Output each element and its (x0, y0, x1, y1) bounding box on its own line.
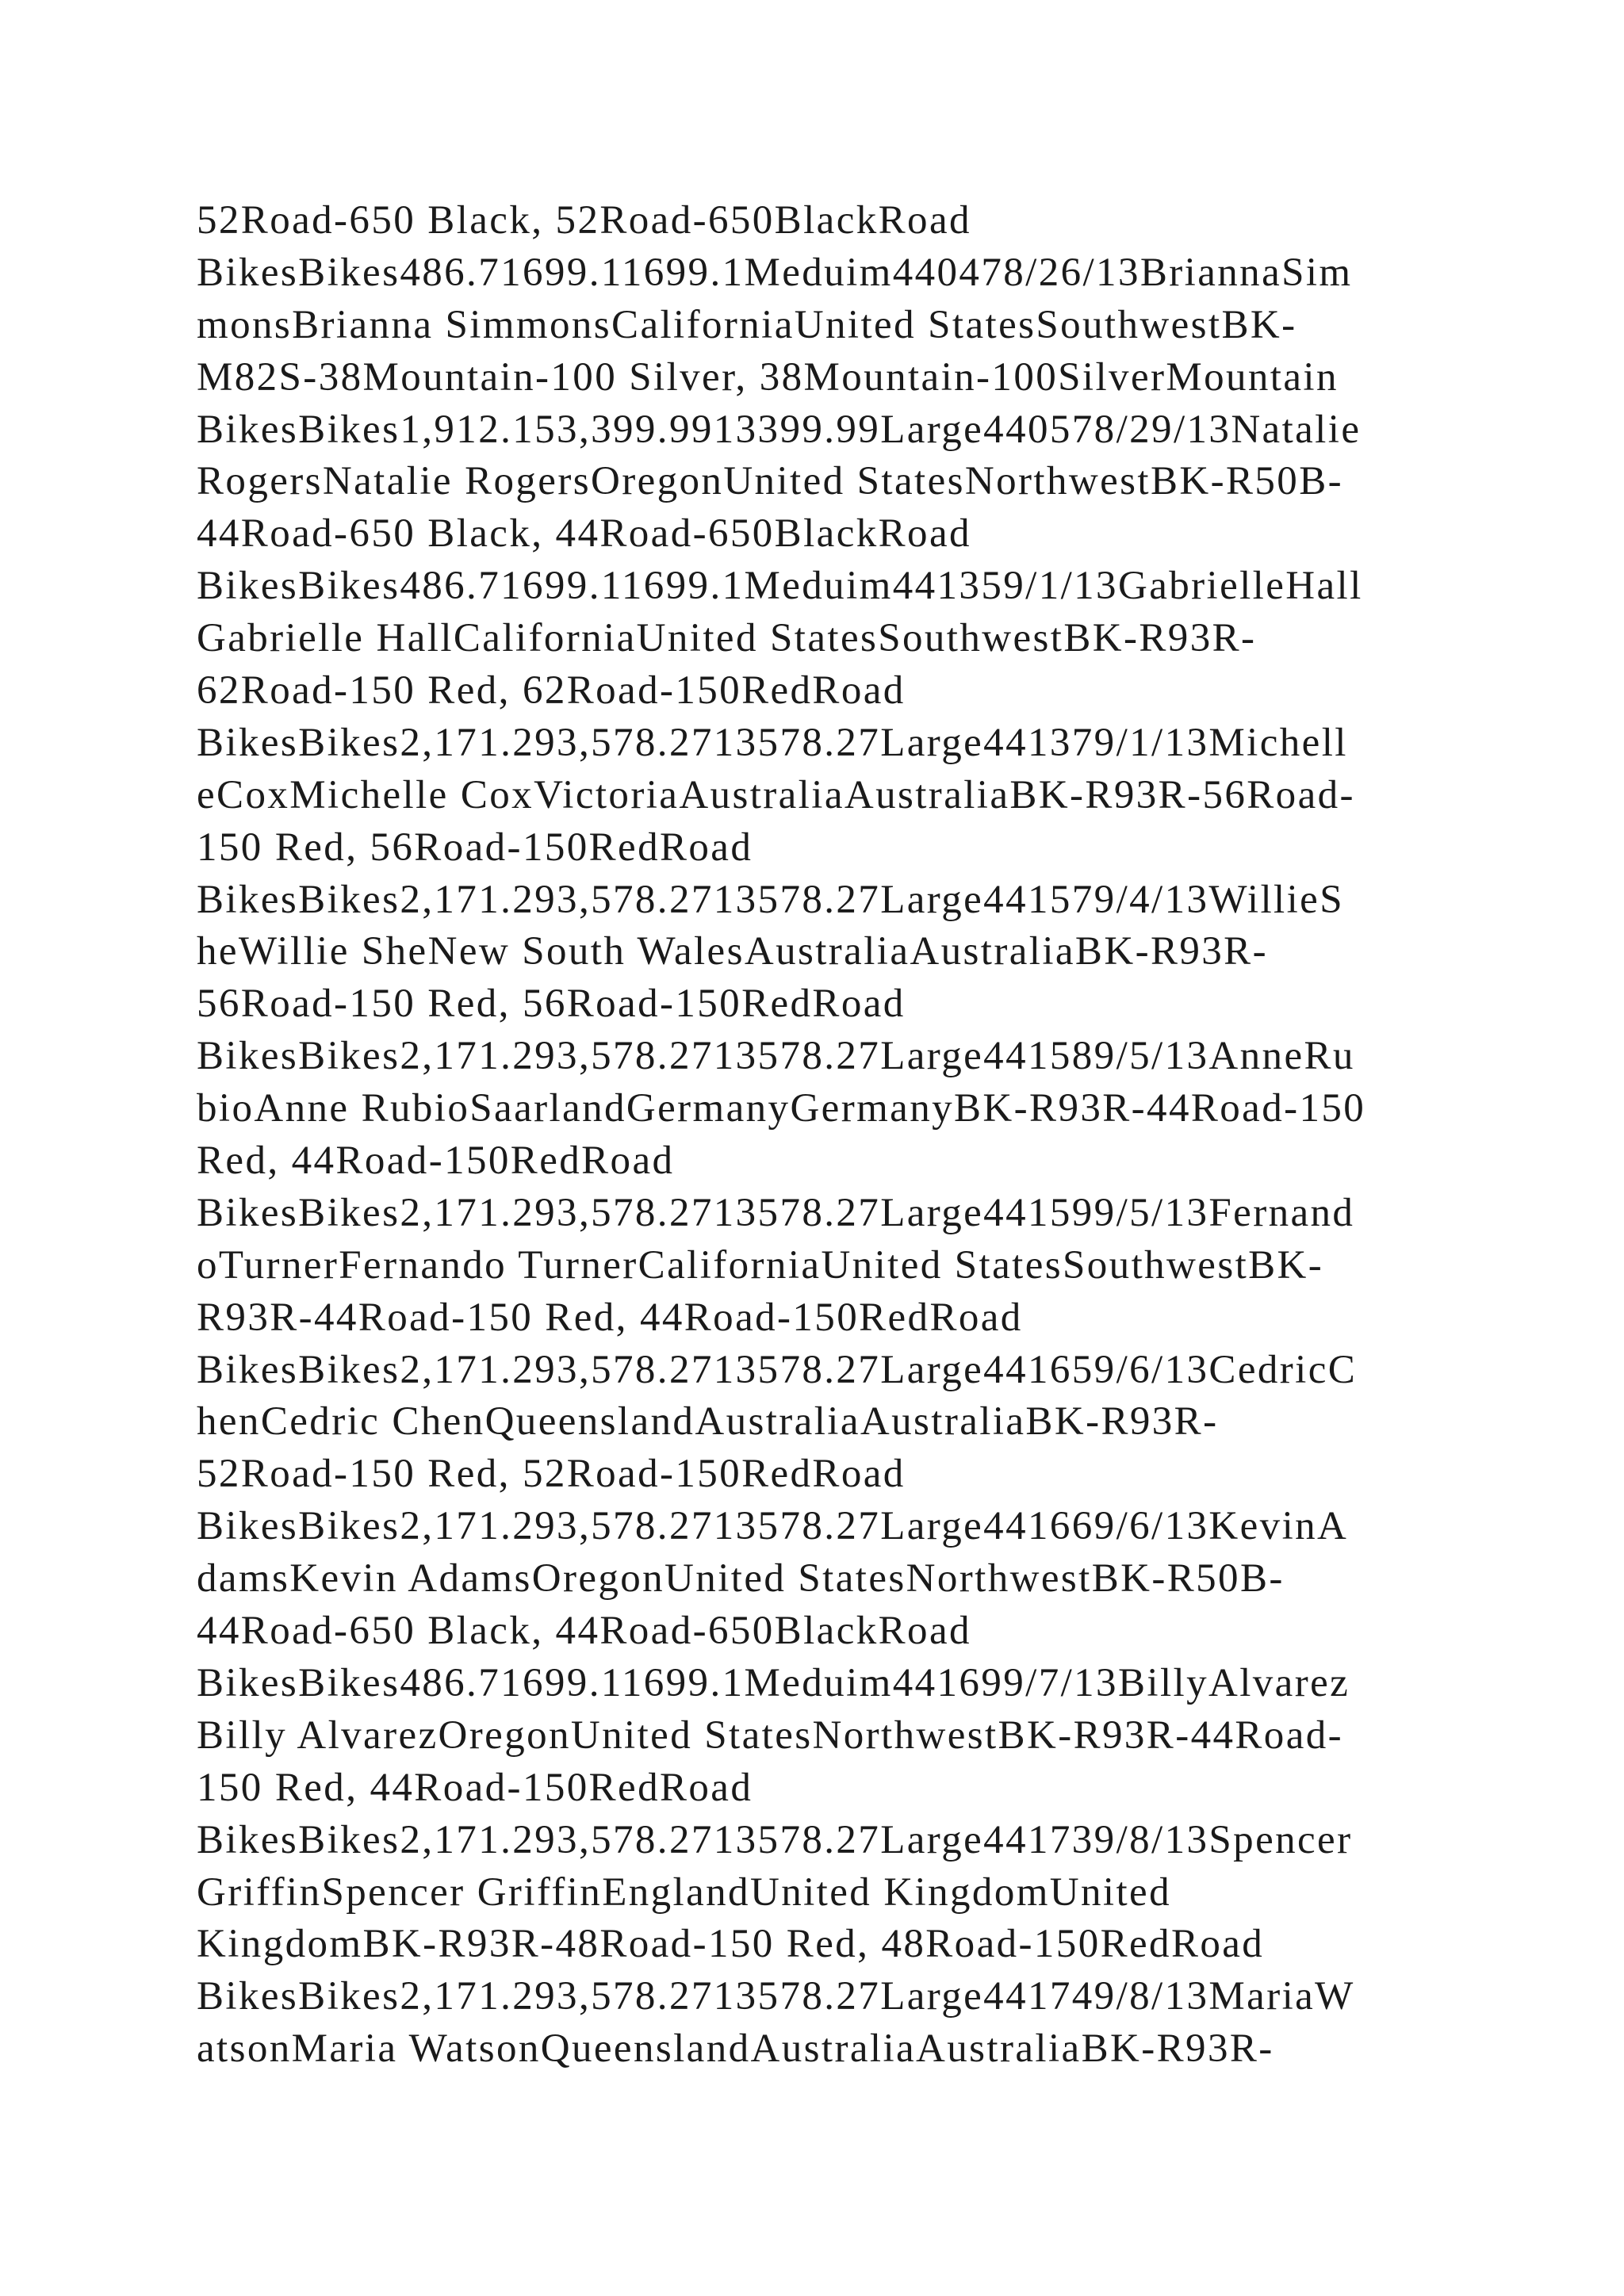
text-line: Red, 44Road-150RedRoad (197, 1138, 675, 1184)
text-line: BikesBikes2,171.293,578.2713578.27Large441379/1/13Michell (197, 720, 1348, 765)
text-line: 44Road-650 Black, 44Road-650BlackRoad (197, 511, 971, 557)
text-line: BikesBikes486.71699.11699.1Meduim441359/1/13GabrielleHall (197, 564, 1363, 609)
text-line: Billy AlvarezOregonUnited StatesNorthwestBK-R93R-44Road- (197, 1712, 1344, 1758)
text-line: 62Road-150 Red, 62Road-150RedRoad (197, 668, 906, 714)
text-line: monsBrianna SimmonsCaliforniaUnited StatesSouthwestBK- (197, 302, 1297, 347)
text-line: BikesBikes2,171.293,578.2713578.27Large441749/8/13MariaW (197, 1974, 1355, 2019)
document-body-text (197, 195, 1450, 2076)
text-line: BikesBikes2,171.293,578.2713578.27Large441599/5/13Fernand (197, 1190, 1355, 1235)
text-line: 150 Red, 56Road-150RedRoad (197, 825, 753, 870)
text-line: KingdomBK-R93R-48Road-150 Red, 48Road-150RedRoad (197, 1922, 1265, 1967)
text-line: BikesBikes2,171.293,578.2713578.27Large441579/4/13WillieS (197, 877, 1344, 922)
text-line: GriffinSpencer GriffinEnglandUnited KingdomUnited (197, 1869, 1171, 1915)
text-line: 56Road-150 Red, 56Road-150RedRoad (197, 982, 906, 1027)
text-line: BikesBikes486.71699.11699.1Meduim440478/26/13BriannaSim (197, 250, 1353, 295)
text-line: henCedric ChenQueenslandAustraliaAustraliaBK-R93R- (197, 1399, 1219, 1445)
text-line: R93R-44Road-150 Red, 44Road-150RedRoad (197, 1295, 1023, 1340)
text-line: 52Road-150 Red, 52Road-150RedRoad (197, 1452, 906, 1497)
text-line: Gabrielle HallCaliforniaUnited StatesSouthwestBK-R93R- (197, 616, 1257, 661)
text-line: heWillie SheNew South WalesAustraliaAustraliaBK-R93R- (197, 929, 1268, 974)
text-line: BikesBikes486.71699.11699.1Meduim441699/7/13BillyAlvarez (197, 1660, 1350, 1705)
text-line: M82S-38Mountain-100 Silver, 38Mountain-100SilverMountain (197, 354, 1339, 400)
text-line: bioAnne RubioSaarlandGermanyGermanyBK-R93R-44Road-150 (197, 1086, 1366, 1131)
text-line: BikesBikes2,171.293,578.2713578.27Large441739/8/13Spencer (197, 1817, 1353, 1862)
text-line: RogersNatalie RogersOregonUnited StatesNorthwestBK-R50B- (197, 459, 1344, 504)
text-line: BikesBikes1,912.153,399.9913399.99Large440578/29/13Natalie (197, 407, 1362, 452)
text-line: BikesBikes2,171.293,578.2713578.27Large441669/6/13KevinA (197, 1504, 1349, 1549)
text-line: oTurnerFernando TurnerCaliforniaUnited StatesSouthwestBK- (197, 1242, 1324, 1288)
text-line: BikesBikes2,171.293,578.2713578.27Large441589/5/13AnneRu (197, 1034, 1355, 1079)
text-line: 52Road-650 Black, 52Road-650BlackRoad (197, 198, 971, 243)
text-line: 150 Red, 44Road-150RedRoad (197, 1765, 753, 1810)
text-line: 44Road-650 Black, 44Road-650BlackRoad (197, 1609, 971, 1654)
text-line: atsonMaria WatsonQueenslandAustraliaAustraliaBK-R93R- (197, 2026, 1274, 2072)
text-line: eCoxMichelle CoxVictoriaAustraliaAustraliaBK-R93R-56Road- (197, 772, 1355, 817)
text-line: damsKevin AdamsOregonUnited StatesNorthwestBK-R50B- (197, 1556, 1285, 1601)
text-line: BikesBikes2,171.293,578.2713578.27Large441659/6/13CedricC (197, 1347, 1358, 1392)
